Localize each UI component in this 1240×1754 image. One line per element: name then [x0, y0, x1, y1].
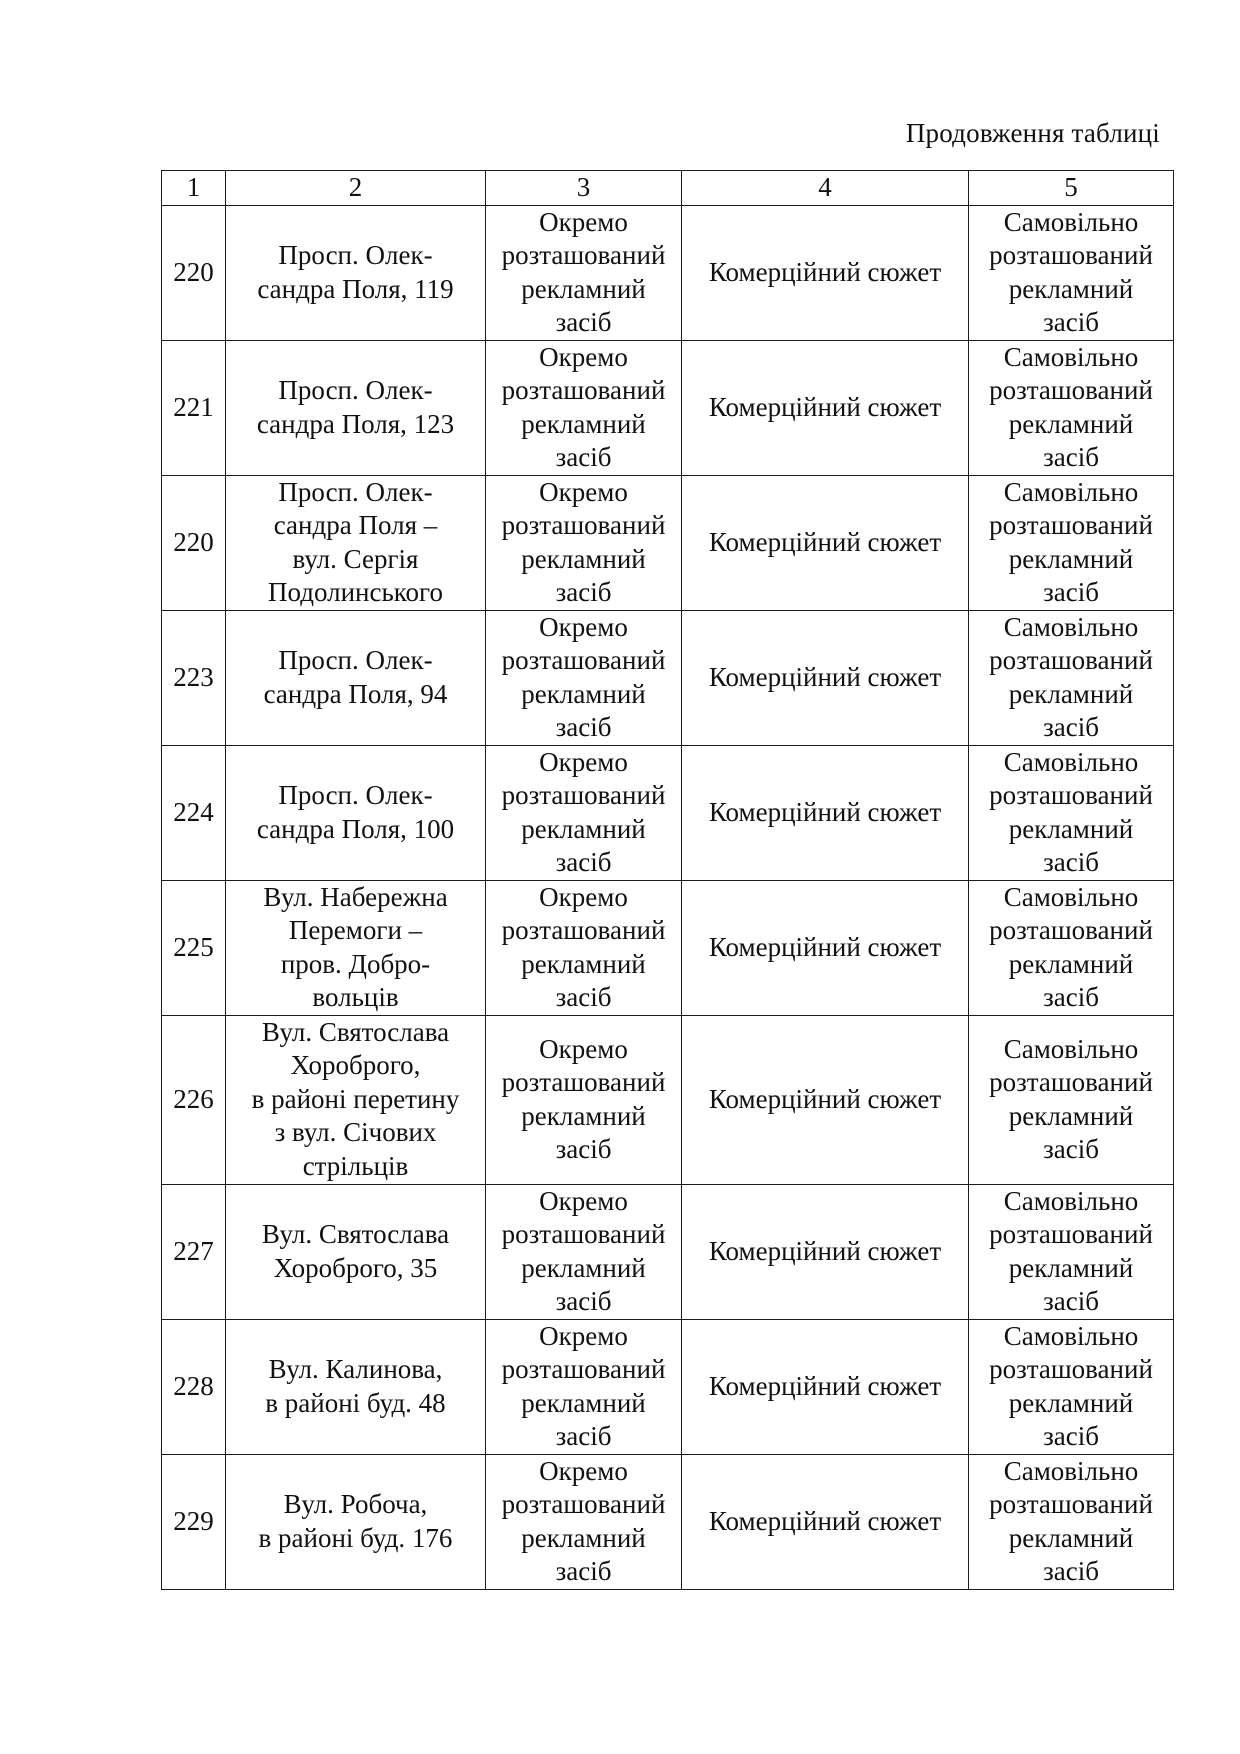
- address-line: стрільців: [302, 1150, 409, 1181]
- address-line: Вул. Калинова,: [268, 1354, 443, 1384]
- ad-type-line: засіб: [555, 982, 612, 1012]
- address-line: Подолинського: [268, 577, 443, 607]
- status-line: рекламний: [1008, 408, 1134, 439]
- ad-type-line: Окремо: [539, 1033, 628, 1064]
- table-row: [162, 340, 1174, 475]
- status-line: засіб: [1043, 577, 1099, 607]
- status-line: розташований: [989, 1067, 1153, 1097]
- row-number-cell: 220: [162, 475, 226, 610]
- address-cell: [226, 1015, 486, 1184]
- ad-type-line: Окремо: [539, 341, 628, 372]
- address-line: в районі буд. 176: [258, 1522, 453, 1553]
- address-line: Просп. Олек-: [278, 240, 433, 270]
- address-line: сандра Поля, 123: [256, 408, 455, 439]
- table-row: [162, 205, 1174, 340]
- status-line: засіб: [1043, 712, 1099, 742]
- ad-type-line: розташований: [501, 1219, 666, 1249]
- status-line: рекламний: [1008, 1252, 1134, 1283]
- status-line: рекламний: [1008, 1100, 1134, 1131]
- table-row: [162, 475, 1174, 610]
- plot-cell: Комерційний сюжет: [682, 340, 969, 475]
- ad-type-cell: [486, 745, 682, 880]
- ad-type-line: рекламний: [521, 678, 646, 709]
- address-line: вул. Сергія: [292, 543, 419, 574]
- status-line: рекламний: [1008, 1387, 1134, 1418]
- plot-cell: Комерційний сюжет: [682, 1015, 969, 1184]
- table-row: [162, 1184, 1174, 1319]
- address-line: Вул. Святослава: [261, 1016, 450, 1047]
- status-line: розташований: [989, 1489, 1153, 1519]
- ad-type-line: розташований: [501, 240, 666, 270]
- status-cell: [969, 340, 1174, 475]
- status-line: розташований: [989, 780, 1153, 810]
- row-number-cell: 225: [162, 880, 226, 1015]
- ad-type-line: засіб: [555, 442, 612, 472]
- ad-type-line: засіб: [555, 847, 612, 877]
- status-line: Самовільно: [1003, 1185, 1139, 1216]
- row-number-cell: 223: [162, 610, 226, 745]
- ad-type-line: засіб: [555, 1286, 612, 1316]
- status-cell: [969, 610, 1174, 745]
- table-row: [162, 610, 1174, 745]
- status-line: Самовільно: [1003, 341, 1139, 372]
- status-line: розташований: [989, 915, 1153, 945]
- row-number-cell: 229: [162, 1454, 226, 1589]
- status-cell: [969, 475, 1174, 610]
- ad-type-line: Окремо: [539, 1185, 628, 1216]
- row-number-cell: 220: [162, 205, 226, 340]
- table-row: [162, 1015, 1174, 1184]
- ad-type-line: засіб: [555, 577, 612, 607]
- plot-cell: Комерційний сюжет: [682, 1319, 969, 1454]
- status-cell: [969, 1319, 1174, 1454]
- status-line: рекламний: [1008, 1522, 1134, 1553]
- table-row: [162, 1319, 1174, 1454]
- status-line: засіб: [1043, 442, 1099, 472]
- ad-type-line: розташований: [501, 375, 666, 405]
- plot-cell: Комерційний сюжет: [682, 205, 969, 340]
- ad-type-cell: [486, 610, 682, 745]
- address-line: Просп. Олек-: [278, 476, 433, 507]
- ad-type-line: рекламний: [521, 543, 646, 574]
- ad-type-line: розташований: [501, 510, 666, 540]
- plot-cell: Комерційний сюжет: [682, 610, 969, 745]
- ad-type-line: засіб: [555, 307, 612, 337]
- address-line: Просп. Олек-: [278, 375, 433, 405]
- header-col-2: 2: [226, 171, 486, 206]
- address-line: Вул. Набережна: [263, 881, 448, 912]
- address-line: в районі перетину: [251, 1083, 460, 1114]
- address-cell: [226, 340, 486, 475]
- address-line: з вул. Січових: [274, 1117, 437, 1148]
- status-line: засіб: [1043, 982, 1099, 1012]
- ad-type-line: розташований: [501, 915, 666, 945]
- ad-type-cell: [486, 1184, 682, 1319]
- ad-type-line: засіб: [555, 1134, 612, 1164]
- ad-type-line: Окремо: [539, 206, 628, 237]
- header-col-5: 5: [969, 171, 1174, 206]
- table-body: [162, 205, 1174, 1589]
- status-line: засіб: [1043, 847, 1099, 877]
- address-line: сандра Поля –: [273, 510, 438, 540]
- ad-type-line: розташований: [501, 645, 666, 675]
- ad-type-line: рекламний: [521, 1100, 646, 1131]
- address-line: сандра Поля, 119: [257, 273, 454, 304]
- address-cell: [226, 205, 486, 340]
- status-line: Самовільно: [1003, 1455, 1139, 1486]
- status-line: Самовільно: [1003, 476, 1139, 507]
- status-cell: [969, 880, 1174, 1015]
- status-cell: [969, 1454, 1174, 1589]
- address-cell: [226, 880, 486, 1015]
- ad-type-line: засіб: [555, 1556, 612, 1586]
- ad-type-line: рекламний: [521, 948, 646, 979]
- address-line: Вул. Робоча,: [283, 1489, 428, 1519]
- status-line: Самовільно: [1003, 881, 1139, 912]
- plot-cell: Комерційний сюжет: [682, 880, 969, 1015]
- table-row: [162, 1454, 1174, 1589]
- ad-type-line: рекламний: [521, 1522, 646, 1553]
- address-line: Вул. Святослава: [261, 1219, 450, 1249]
- ad-type-line: розташований: [501, 780, 666, 810]
- ad-type-line: Окремо: [539, 746, 628, 777]
- row-number-cell: 221: [162, 340, 226, 475]
- table-row: [162, 880, 1174, 1015]
- ad-type-line: Окремо: [539, 476, 628, 507]
- address-cell: [226, 1454, 486, 1589]
- ad-type-line: рекламний: [521, 813, 646, 844]
- status-line: розташований: [989, 645, 1153, 675]
- status-cell: [969, 205, 1174, 340]
- status-line: рекламний: [1008, 273, 1134, 304]
- header-col-4: 4: [682, 171, 969, 206]
- status-line: рекламний: [1008, 678, 1134, 709]
- address-line: пров. Добро-: [280, 948, 431, 979]
- status-line: Самовільно: [1003, 611, 1139, 642]
- ad-type-line: Окремо: [539, 1455, 628, 1486]
- ad-type-line: рекламний: [521, 1387, 646, 1418]
- header-col-3: 3: [486, 171, 682, 206]
- address-cell: [226, 1184, 486, 1319]
- status-line: Самовільно: [1003, 746, 1139, 777]
- advertising-table: [161, 170, 1174, 1590]
- status-line: рекламний: [1008, 543, 1134, 574]
- status-line: розташований: [989, 1219, 1153, 1249]
- ad-type-cell: [486, 340, 682, 475]
- ad-type-cell: [486, 880, 682, 1015]
- status-line: засіб: [1043, 1421, 1099, 1451]
- row-number-cell: 226: [162, 1015, 226, 1184]
- status-line: розташований: [989, 510, 1153, 540]
- ad-type-cell: [486, 1015, 682, 1184]
- plot-cell: Комерційний сюжет: [682, 475, 969, 610]
- ad-type-line: розташований: [501, 1067, 666, 1097]
- header-col-1: 1: [162, 171, 226, 206]
- address-line: Просп. Олек-: [278, 645, 433, 675]
- address-cell: [226, 745, 486, 880]
- status-cell: [969, 1184, 1174, 1319]
- status-line: розташований: [989, 1354, 1153, 1384]
- status-line: засіб: [1043, 1556, 1099, 1586]
- status-line: Самовільно: [1003, 1033, 1139, 1064]
- address-cell: [226, 475, 486, 610]
- ad-type-cell: [486, 1454, 682, 1589]
- address-line: сандра Поля, 94: [263, 678, 448, 709]
- status-line: розташований: [989, 375, 1153, 405]
- ad-type-cell: [486, 475, 682, 610]
- status-line: засіб: [1043, 307, 1099, 337]
- address-line: Хороброго, 35: [273, 1252, 438, 1283]
- ad-type-line: засіб: [555, 712, 612, 742]
- status-line: рекламний: [1008, 813, 1134, 844]
- address-line: Просп. Олек-: [278, 780, 433, 810]
- status-line: Самовільно: [1003, 1320, 1139, 1351]
- plot-cell: Комерційний сюжет: [682, 745, 969, 880]
- ad-type-cell: [486, 1319, 682, 1454]
- table-header: [162, 171, 1174, 206]
- table-row: [162, 745, 1174, 880]
- address-line: вольців: [312, 982, 399, 1012]
- table-continuation-caption: Продовження таблиці: [905, 118, 1160, 148]
- ad-type-line: Окремо: [539, 1320, 628, 1351]
- address-line: Хороброго,: [290, 1050, 421, 1081]
- header-row: [162, 171, 1174, 206]
- ad-type-line: Окремо: [539, 881, 628, 912]
- address-line: Перемоги –: [288, 915, 423, 945]
- status-line: рекламний: [1008, 948, 1134, 979]
- plot-cell: Комерційний сюжет: [682, 1184, 969, 1319]
- address-cell: [226, 1319, 486, 1454]
- ad-type-line: засіб: [555, 1421, 612, 1451]
- ad-type-line: розташований: [501, 1489, 666, 1519]
- ad-type-line: рекламний: [521, 1252, 646, 1283]
- status-line: засіб: [1043, 1286, 1099, 1316]
- status-cell: [969, 745, 1174, 880]
- ad-type-cell: [486, 205, 682, 340]
- row-number-cell: 227: [162, 1184, 226, 1319]
- ad-type-line: рекламний: [521, 408, 646, 439]
- plot-cell: Комерційний сюжет: [682, 1454, 969, 1589]
- address-cell: [226, 610, 486, 745]
- status-cell: [969, 1015, 1174, 1184]
- status-line: розташований: [989, 240, 1153, 270]
- ad-type-line: рекламний: [521, 273, 646, 304]
- row-number-cell: 224: [162, 745, 226, 880]
- address-line: в районі буд. 48: [265, 1387, 446, 1418]
- ad-type-line: Окремо: [539, 611, 628, 642]
- row-number-cell: 228: [162, 1319, 226, 1454]
- status-line: Самовільно: [1003, 206, 1139, 237]
- ad-type-line: розташований: [501, 1354, 666, 1384]
- address-line: сандра Поля, 100: [256, 813, 455, 844]
- status-line: засіб: [1043, 1134, 1099, 1164]
